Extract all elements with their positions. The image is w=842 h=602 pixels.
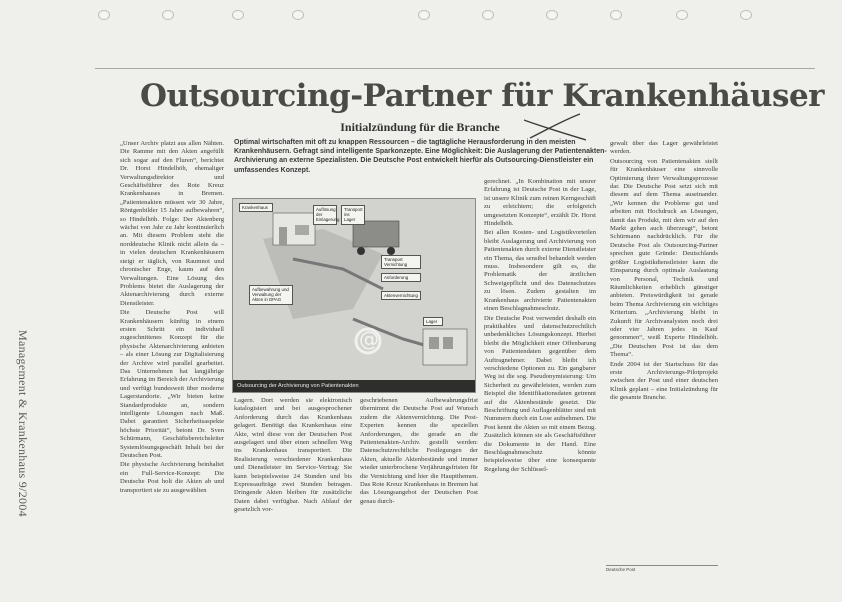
text-column-2a	[234, 397, 352, 597]
label-anforderung: Anforderung	[381, 273, 421, 282]
headline: Outsourcing-Partner für Krankenhäuser	[140, 78, 825, 114]
punch-hole	[546, 10, 558, 20]
punch-hole	[162, 10, 174, 20]
paragraph: Die Deutsche Post verwendet deshalb ein praktikables und datenschutzrechtlich unbedenkliches Lösungskonzept. Hierbei bleibt die Möglichkeit einer Offenbarung von Patientendaten gegenüber dem Auftragnehmer. Dabei bleibt ich verschiedene Optionen zu. Ein gangbarer Weg ist die sog. Pseudonymisierung: Um Sicherheit zu gewährleisten, werden zum Beispiel die Identifikationsdaten getrennt auf die Aktenbestände gesetzt. Die Beschriftung und Auflagenblätter sind mit Nummern durch ein Lose aufnehmen. Die Post kennt die Akten so mit einem Bezug. Zusätzlich können sie als Geschäftsführer die Dokumente in der Hand. Eine Beschlagnahmeschutz könnte beispielsweise über eine konsequente Regelung der Schlüssel-	[484, 314, 596, 473]
at-symbol: @	[359, 327, 379, 351]
punch-hole	[740, 10, 752, 20]
paragraph: Lagern. Dort werden sie elektronisch katalogisiert und bei ausgesprochener Anforderung durch das Krankenhaus gelagert. Benötigt das Krankenhaus eine Akte, wird diese von der Deutschen Post ausgelagert und über einen schnellen Weg ins Krankenhaus transportiert. Die Realisierung verschiedener Krankenhaus und Dienstleister im Service-Vertrag: Sie kann beispielsweise 24 Stunden und bis Expressaufträge zwei Stunden betragen. Dringende Akten bleiben für zusätzliche Daten dabei verfügbar. Nach Ablauf der gesetzlich vor-	[234, 397, 352, 514]
punch-hole	[98, 10, 110, 20]
process-diagram	[232, 198, 476, 393]
side-caption: Management & Krankenhaus 9/2004	[16, 330, 30, 517]
paragraph: Ende 2004 ist der Startschuss für das erste Archivierungs-Pilotprojekt zwischen der Post und einer deutschen Klinik geplant – eine Initialzündung für die gesamte Branche.	[610, 360, 718, 402]
paragraph: gewalt über das Lager gewährleistet werden.	[610, 140, 718, 156]
label-archiv: Aufbewahrung und Verwaltung der Akten in DPAG	[249, 285, 293, 305]
lead-paragraph: Optimal wirtschaften mit oft zu knappen Ressourcen – die tagtägliche Herausforderung in den meisten Krankenhäusern. Gefragt sind intelligente Sparkonzepte. Eine Möglichkeit: Die Auslagerung der Patientenakten-Archivierung an externe Spezialisten. Die Deutsche Post entwickelt hierfür als Outsourcing-Dienstleister ein umfassendes Konzept.	[234, 139, 607, 174]
label-lager: Lager	[423, 317, 443, 326]
paragraph: gerechnet. „In Kombination mit unsrer Erfahrung ist Deutsche Post in der Lage, ist unsere Klinik zum reinen Kerngeschäft zu erleichtern; die erfolgreich umgesetzten Konzepte“, erzählt Dr. Horst Hindelhöh.	[484, 178, 596, 228]
text-column-2b	[360, 397, 478, 597]
punch-hole	[482, 10, 494, 20]
punch-hole	[292, 10, 304, 20]
punch-holes	[0, 10, 842, 24]
punch-hole	[418, 10, 430, 20]
label-transport: Transport ins Lager	[341, 205, 365, 225]
paragraph: Outsourcing von Patientenakten stellt für Krankenhäuser eine sinnvolle Optimierung ihrer Verwaltungsprozesse dar. Die Deutsche Post setzt sich mit diesem auf dem Thema auseinander. „Wir kennen die Probleme gut und arbeiten mit Hochdruck an Lösungen, damit das Produkt, mit dem wir auf den Markt gehen auch überzeugt“, betont Schürmann nachdrücklich. Für die Deutsche Post als Outsourcing-Partner sprechen gute Gründe: Deutschlands größter Logistikdienstleister kann die Einsparung durch optimale Auslastung von Personal, Technik und Räumlichkeiten erheblich günstiger anbieten. Preiswürdigkeit ist gerade beim Thema Archivierung ein wichtiges Kriterium. „Archivierung bleibt in Zukunft für Archivanalysten noch drei oder vier Jahren jedes in Kauf genommen“, weiß Experte Hindelhöh. „Die Deutschen Post ist das dem Thema“.	[610, 157, 718, 359]
figure-caption: Outsourcing der Archivierung von Patientenakten	[233, 380, 475, 392]
paragraph: „Unser Archiv platzt aus allen Nähten. Die Ramme mit den Akten angefüllt sich sogar auf den Fluren“, berichtet Dr. Horst Hindelhöh, ehemaliger Verwaltungsdirektor und Geschäftsführer des Rote Kreuz Krankenhauses in Bremen. „Patientenakten müssen wir 30 Jahre, Röntgenbilder 15 Jahre aufbewahren“, so Hindelhöh. Folge: Der Aktenberg wächst von Jahr zu Jahr kontinuierlich an. Mit diesem Problem steht die norddeutsche Klinik nicht allein da – in vielen deutschen Krankenhäusern steigt er täglich, von Raumnot und chronischer Enge, kaum auf den Verwaltungen. Eine Lösung des Problems bietet die Auslagerung der Aktenarchivierung durch externe Dienstleister.	[120, 140, 224, 307]
footer-credit: Deutsche Post	[606, 565, 718, 574]
label-krankenhaus: Krankenhaus	[239, 203, 273, 212]
label-einlagerung: Auflösung der Einlagerung	[313, 205, 337, 225]
paragraph: Bei allen Kosten- und Logistikvorteilen bleibt Auslagerung und Archivierung von Patientenakten durch externe Dienstleister ein Thema, das sensibel behandelt werden muss. Insbesondere gilt es, die Problematik der ärztlichen Schweigepflicht und des Datenschutzes zu lösen. Zudem gestalten im Krankenhaus archivierte Patientenakten einen Beschlagnahmeschutz.	[484, 229, 596, 313]
top-rule	[95, 68, 815, 69]
text-column-1	[120, 140, 224, 595]
paragraph: Die physische Archivierung beinhaltet ein Full-Service-Konzept: Die Deutsche Post holt die Akten ab und transportiert sie zu ausgewählten	[120, 461, 224, 494]
text-column-4	[610, 140, 718, 495]
paragraph: Die Deutsche Post will Krankenhäusern künftig in einem ersten Schritt ein individuell zugeschnittenes Konzept für die physische Aktenarchivierung anbieten – als einer Lösung zur Digitalisierung der Archive wird parallel gearbeitet. Das Unternehmen hat langjährige Erfahrung im Bereich der Archivierung und verfügt bundesweit über moderne Lagerstandorte. „Wir bieten keine Standardprodukte an, sondern intelligente Lösungen nach Maß. Dabei garantiert Sicherheitsaspekte höchste Priorität“, betont Dr. Sven Schürmann, Geschäftsbereichsleiter Systemlösungsgeschäft Inhalt bei der Deutschen Post.	[120, 309, 224, 460]
text-column-3	[484, 178, 596, 598]
label-auslagerung: Aktenvernichtung	[381, 291, 421, 300]
label-lager-transport: Transport Vernichtung	[381, 255, 421, 269]
paragraph: geschriebenen Aufbewahrungsfrist übernimmt die Deutsche Post auf Wunsch zudem die Aktenvernichtung. Die Post-Experten kennen die speziellen Anforderungen, die gerade an die Patientenakten-Archiv. gestellt werden: Datenschutzrechtliche Festlegungen der Akten, aktuelle Aktenbestände und immer wieder unterbrochene Verjährungsfristen für die Vernichtung sind hier die Hauptthemen. Das Rote Kreuz Krankenhaus in Bremen hat das Lösungsangebot der Deutschen Post genau durch-	[360, 397, 478, 505]
punch-hole	[232, 10, 244, 20]
punch-hole	[676, 10, 688, 20]
punch-hole	[610, 10, 622, 20]
subhead: Initialzündung für die Branche	[340, 120, 500, 134]
